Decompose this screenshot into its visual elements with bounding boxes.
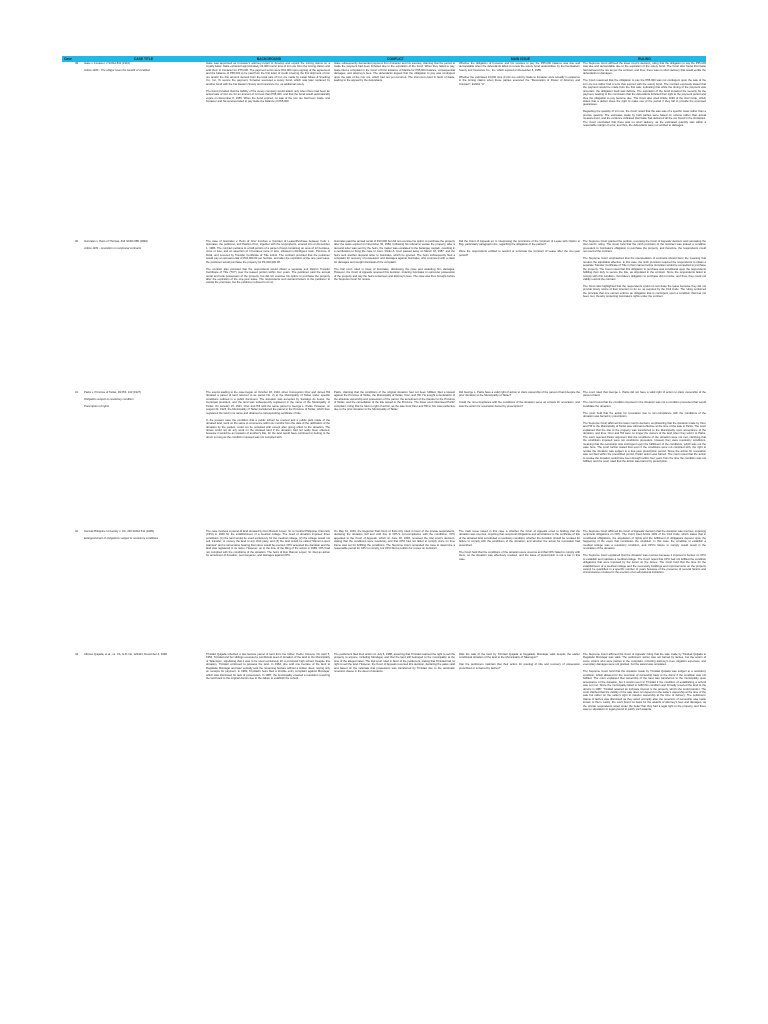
conflict-cell — [334, 62, 455, 86]
issue-paragraph: Whether the obligation of Fonacier and his sureties to pay the P65,000 balance was due and demandable when the defendants failed to renew the surety bond underwritten by the Far Eastern Surety and Insurance Co., Inc. which expired on December 8, 1955. — [459, 62, 580, 72]
ruling-paragraph: The Supreme Court held that the donation made by Trinidad Quijada was subject to a resolutory condition, which allowed for the reversion of ownership back to the donor if the condition was not fulfilled. The court explained that ownership of the land was transferred to the municipality upon acceptance of the donation, but it would revert to Trinidad if the condition of establishing a school was not met. Since the municipality failed to fulfill this condition and formally reverted the land to the donors in 1987, Trinidad retained an inchoate interest in the property, which she could transfer. The court clarified that the validity of the sale does not depend on the seller's ownership at the time of the sale but rather on the seller's right to transfer ownership at the time of delivery. The petitioners' claims of laches was dismissed as they acted promptly after the reversion of ownership was made known to them. Lastly, the court found no basis for the awards of attorney's fees and damages, as the private respondents acted under the belief that they had a legal right to the property, and there was no stipulation or legal ground to justify such awards. — [583, 670, 706, 712]
header-case-title: CASE TITLE — [133, 57, 154, 61]
background-paragraph: The contract also provided that the respondents would obtain a separate and distinct Transfer Certificate of Title (TCT) over the leased portion within four years. The petitioner paid the annual rental and took possession of the property, but did not exercise his option to purchase the property after the expiration of the one-year lease. The respondents sent demand letters to the petitioner to vacate the premises, but the petitioner refused to do so. — [206, 267, 330, 285]
case-note: Article 1180 - The obligor loses the benefit of condition — [84, 68, 151, 72]
ruling-cell — [583, 62, 706, 131]
conflict-paragraph: The trial court ruled in favor of Gonzales, dismissing the case and awarding him damages. However, the Court of Appeals reversed this decision, ordering Gonzales to surrender possession of the property and pay the heirs rental fees and attorney's fees. The case was then brought before the Supreme Court for review. — [334, 267, 455, 281]
main-issue-cell — [459, 530, 580, 565]
background-paragraph: The case of Gonzales v. Heirs of Cruz involves a Contract of Lease/Purchase between Felix L. Gonzales, the petitioner, and Paulino Cruz, together with the respondents, entered into on December 1, 1983. The contract pertains to a half-portion of a parcel of land containing an area of 12 hectares, more or less, and an assertion of 4 hectares more or less, situated in Rodriguez town, Province of Rizal, and covered by Transfer Certificate of Title 12111. The contract provided that the petitioner would pay an annual rental of P10,000.00 per hectare, and after the expiration of the one-year lease, the petitioner would purchase the property for P4,000,000.00. — [206, 240, 330, 264]
main-issue-cell — [459, 240, 580, 261]
ruling-cell — [583, 240, 706, 302]
ruling-paragraph: The Supreme Court affirmed the lower court's decision, emphasizing that the donation made by Cirer and Hill to the Municipality of Tarlac was valid and effective at the time of the sale to Parks. The court explained that the title to the property was transferred to the Municipality upon acceptance of the donation, and thus, Cirer and Hill were no longer the owners of the land when they sold it to Parks. The court rejected Parks' argument that the conditions of the donation were not met, clarifying that the conditions imposed were not conditions precedent. Instead, they were resolutory conditions, meaning that the ownership was contingent upon the fulfillment of the conditions, which was not the case here. The court further stated that even if the conditions were not complied with, the right to revoke the donation was subject to a four-year prescription period. Since the action for revocation was not filed within the prescribed period, Parks' action was barred. The court noted that the action to revoke the donation could have been brought within four years from the time the condition was not fulfilled, and the court ruled that the action was barred by prescription. — [583, 422, 706, 464]
case-number: 42 — [74, 530, 78, 533]
ruling-cell — [583, 391, 706, 467]
case-title: Parks v. Province of Tarlac, 49 Phil. 142 (1927) — [84, 391, 142, 394]
conflict-paragraph: Gaite subsequently demanded payment from Fonacier and his sureties, claiming that the period to make the payment had been forfeited due to the expiration of the bond. When they failed to pay, Gaite filed a complaint in the Court of First Instance of Manila for P65,000 balance, consequential damages, and attorney's fees. The defendants argued that the obligation to pay was contingent upon the sale of the iron ore, which had not yet occurred. The trial court ruled in favor of Gaite, leading to the appeal by the defendants. — [334, 62, 455, 83]
conflict-paragraph: On May 31, 1991, the Regional Trial Court of Iloilo City ruled in favor of the private respondents, declaring the donation null and void due to CPU's non-compliance with the conditions. CPU appealed to the Court of Appeals, which on June 18, 1993, reversed the trial court's decision, stating that the conditions were resolutory and that CPU had not failed to comply since no time frame was set for fulfilling the conditions. The Supreme Court remanded the case to determine a reasonable period for CPU to comply, but CPU filed a petition for review on certiorari. — [334, 530, 455, 551]
ruling-paragraph: The Court also highlighted that the respondents could not terminate the lease because they did not provide timely notice of their intention to do so, as required by the Civil Code. The ruling reinforced the principle that one cannot enforce an obligation that is contingent upon a condition that has not been met, thereby protecting Gonzales's rights under the contract. — [583, 284, 706, 299]
header-background: BACKGROUND — [256, 57, 282, 61]
background-cell — [206, 391, 330, 443]
ruling-cell — [583, 653, 706, 715]
background-cell — [206, 240, 330, 288]
background-paragraph: In the present case the condition that a public school be erected and a public park made of the donated land, work on the same to commence within six months from the date of the ratification of the donation by the parties, could not be complied with except after giving effect to the donation. The donee could not do any work on the donated land if the donation had not really been effected, because it would be an invasion of another's title, for the land would have continued to belong to the donor so long as the condition imposed was not complied with. — [206, 418, 330, 439]
background-paragraph: Gaite was appointed as Fonacier's attorney-in-fact to develop and exploit the mining claims on a royalty basis. Gaite extracted approximately 24,000 metric tons of iron ore from the mining claims and sold them to Fonacier for P75,000. The payment terms were P10,000 upon signing of the agreement and the balance of P65,000 to be paid from the first letter of credit covering the first shipment of iron ore and/or the first amount derived from the local sale of iron ore made by Larap Mines & Smelting Co., Inc. To secure the payment, Fonacier executed a surety bond, which was later replaced by another bond with the Far Eastern Surety and Insurance Co. as additional surety. — [206, 62, 330, 86]
case-note: Obligation subject to resolutory condition Prescription of rights — [84, 397, 134, 408]
main-issue-cell — [459, 391, 580, 412]
case-number: 43 — [74, 653, 78, 656]
ruling-paragraph: The Supreme Court affirmed the Court of Appeals' decision that the donation was onerous, imposing reciprocal obligations on CPU. The Court cited Article 1181 of the Civil Code, which states that in conditional obligations, the acquisition of rights and the fulfillment of obligations depend upon the happening of the event that constitutes the condition. In this case, the condition to establish a medical college was a resolutory condition, and CPU's failure to comply would result in the revocation of the donation. — [583, 530, 706, 551]
ruling-paragraph: The Supreme Court affirmed the lower court's decision, ruling that the obligation to pay the P65,000 was due and demandable due to the expiration of the surety bond. The Court also found that Gaite had delivered the ore as per the contract, and thus, there was no short delivery that would entitle the defendants to damages. — [583, 62, 706, 76]
ruling-paragraph: The court found that the condition imposed in the donation was not a condition precedent that would invalidate the donation. — [583, 401, 706, 408]
case-digest-table — [62, 56, 706, 712]
ruling-paragraph: The Supreme Court granted the petition, reversing the Court of Appeals' decision and reinstating the trial court's ruling. The Court held that the ninth provision of the Contract was indeed a condition precedent to Gonzales's obligation to purchase the property, and therefore, the respondents could not rescind the contract. — [583, 240, 706, 254]
issue-paragraph: The main issue raised in this case is whether the Court of Appeals erred in holding that the donation was onerous, requiring that reciprocal obligations and annotations in the certificate of title of the donated land constituted a resolutory condition; whether the donation should be revoked for failure to comply with the conditions of the donation; and whether the action for revocation had prescribed. — [459, 530, 580, 547]
case-number: 41 — [74, 391, 78, 394]
case-title-cell — [84, 240, 202, 250]
ruling-paragraph: The court ruled that George L. Parks did not have a valid right of action to claim ownership of the parcel of land. — [583, 391, 706, 398]
conflict-paragraph: The petitioners filed their action on July 5, 1988, asserting that Trinidad retained the right to sell the property to anyone, including Mondejar, and that the land still belonged to the municipality at the time of the alleged sales. The trial court ruled in favor of the petitioners, stating that Trinidad had no right to sell the land. However, the Court of Appeals reversed this decision, declaring the sales valid and based on the rationale that possession was transferred by Trinidad due to the automatic reversion clause in the deed of donation. — [334, 653, 455, 674]
header-case: Case — [64, 57, 72, 61]
case-number: 40 — [74, 240, 78, 243]
issue-paragraph: The Court held that the conditions of the donation were onerous and that CPU failed to comply with them, so the donation was effectively revoked, and the issue of prescription is not a bar in this case. — [459, 550, 580, 561]
case-title-cell — [84, 653, 202, 656]
case-title-cell — [84, 391, 202, 408]
issue-paragraph: Did George L. Parks have a valid right of action to claim ownership of the parcel of land despite the prior donation to the Municipality of Tarlac? — [459, 391, 580, 398]
case-note: Extinguishment of obligations subject to resolutory conditions — [84, 536, 159, 540]
issue-paragraph: Whether the estimated 24,000 tons of iron ore sold by Gaite to Fonacier were actually in existence in the mining claims when these parties executed the "Revocation of Power of Attorney and Contract", Exhibit "A". — [459, 75, 580, 86]
conflict-cell — [334, 530, 455, 554]
case-title-cell — [84, 530, 202, 540]
header-conflict: CONFLICT — [387, 57, 404, 61]
case-title-cell — [84, 62, 202, 72]
case-title: Gonzales v. Heirs of Thomas, 314 SCRA 585 (1999) — [84, 240, 148, 243]
ruling-paragraph: The Supreme Court affirmed the Court of Appeals' ruling that the sale made by Trinidad Quijada to Regalado Mondejar was valid. The petitioners' action was not barred by laches, but the action of some victims who were parties in the complaint, including attorney's fees, litigation expenses, and exemplary damages were not granted, but the award was reinstated. — [583, 653, 706, 667]
header-main-issue: MAIN ISSUE — [510, 57, 531, 61]
ruling-cell — [583, 530, 706, 578]
background-paragraph: The case involves a parcel of land donated by Don Ramon Lopez, Sr. to Central Philippine University (CPU) in 1939 for the establishment of a medical college. The deed of donation imposed three conditions: (1) the land would be used exclusively for the medical college, (2) the college would not sell, transfer, or convey the land to any third party, and (3) the land would be called "Ramon Lopez Campus" and a cornerstone bearing that name would be erected. CPU accepted the donation and the land was registered in its name. However, up to the time of the filing of the action in 1989, CPU had not complied with the conditions of the donation. The heirs of Don Ramon Lopez, Sr. filed an action for annulment of donation, reconveyance, and damages against CPU. — [206, 530, 330, 558]
ruling-paragraph: The Supreme Court emphasized that the interpretation of contracts should favor the meaning that renders the stipulation effective. In this case, the ninth provision required the respondents to obtain a separate Transfer Certificate of Title in their names before Gonzales would be compelled to purchase the property. The Court noted that this obligation to purchase was conditional upon the respondents fulfilling their duty to secure the title, as stipulated in the contract. Since the respondents failed to comply with this condition, Gonzales's obligation to purchase did not arise, and thus, they could not validly rescind the contract. — [583, 257, 706, 281]
issue-paragraph: Could the non-compliance with the conditions of the donation serve as a basis for revocation, and was the action for revocation barred by prescription? — [459, 401, 580, 408]
issue-paragraph: Can the petitioners maintain that their action for quieting of title and recovery of possession prescribed or is barred by laches? — [459, 663, 580, 670]
case-number: 39 — [74, 62, 78, 65]
case-note: Article 1181 - resolution on reciprocal contracts — [84, 246, 142, 250]
conflict-cell — [334, 240, 455, 285]
ruling-paragraph: The Court reasoned that the obligation to pay the P65,000 was not contingent upon the sale of the iron ore but rather had a term that expired with the surety bond. The contract expressly stated that the payment would be made from the first sale, indicating that while the timing of the payment was uncertain, the obligation itself was definite. The expiration of the bond impaired the security for the payment, leading to the conclusion that the defendants forfeited their right to the payment period and thus the obligation to pay became due. The Court also cited Article 1198 of the Civil Code, which states that a debtor loses the right to make use of the period if they fail to provide the promised guarantees. — [583, 79, 706, 107]
background-cell — [206, 62, 330, 107]
background-cell — [206, 653, 330, 684]
main-issue-cell — [459, 62, 580, 90]
ruling-paragraph: The Supreme Court explained that the donation was onerous because it imposed a burden on CPU to establish and maintain a medical college. The Court noted that CPU had not fulfilled the condition obligations that were imposed by the donor on the donee. The Court held that the time for the establishment of a medical college and the necessary buildings and improvements on the property cannot be quantified in a specific number of years because of the presence of several factors and circumstances involved in the erection of an educational institution. — [583, 554, 706, 575]
ruling-paragraph: The court held that the action for revocation due to non-compliance with the conditions of the donation was barred by prescription. — [583, 411, 706, 419]
main-issue-cell — [459, 653, 580, 674]
background-paragraph: Trinidad Quijada inherited a two-hectare parcel of land from her father, Pedro Corvera. On April 5, 1956, Trinidad and her siblings executed a conditional deed of donation of the land to the Municipality of Talacogon, stipulating that it was to be used exclusively for a provincial high school. Despite this donation, Trinidad continued to possess the land. In 1962, she sold one hectare of the land to Regalado Mondejar and later verbally sold the remaining hectare without a written deed, relying only on receipts for payment. In 1980, Trinidad's heirs filed a forcible entry complaint against Mondejar, which was dismissed for lack of prosecution. In 1987, the municipality enacted a resolution reverting the land back to the original donors due to the failure to establish the school. — [206, 653, 330, 681]
case-title: Gaite v. Fonacier, 2 SCRA 830 (1961) — [84, 62, 130, 65]
header-ruling: RULING — [638, 57, 651, 61]
conflict-cell — [334, 653, 455, 677]
case-title: Central Philippine University v. CA, 246 SCRA 511 (1995) — [84, 530, 154, 533]
issue-paragraph: Were the respondents entitled to rescind or terminate the Contract of Lease after the one-year period? — [459, 250, 580, 257]
conflict-cell — [334, 391, 455, 415]
conflict-paragraph: Parks, claiming that the conditions of the original donation had not been fulfilled, filed a lawsuit against the Province of Tarlac, the Municipality of Tarlac, Cirer, and Hill. He sought a declaration of the absolute ownership and possession of the parcel, the annulment of the transfer to the Province of Tarlac, and the cancellation of the title issued to the Province. The lower court dismissed Parks' complaint, ruling that he had no right of action, as the sale from Cirer and Hill to him was ineffective due to the prior donation to the Municipality of Tarlac. — [334, 391, 455, 412]
case-title: Alfonso Quijada, et al., vs. CA, G.R. No. 126444, December 4, 1998 — [84, 653, 167, 656]
background-paragraph: The bond provided that the liability of the surety company would attach only when there had been an actual sale of iron ore for an amount of not less than P65,000, and that the bond would automatically expire on December 8, 1955. When the bond expired, no sale of the iron ore had been made, and Fonacier and his sureties failed to pay Gaite the balance of P65,000. — [206, 89, 330, 103]
ruling-paragraph: Regarding the quantity of iron ore, the Court noted that the sale was of a specific mass rather than a precise quantity. The estimates made by both parties were based on volume rather than actual measurement, and the evidence indicated that Gaite had delivered all the ore found in the stockpiles. The Court concluded that there was no short delivery, as the estimated quantity was within a reasonable margin of error, and thus, the defendants were not entitled to damages. — [583, 110, 706, 128]
issue-paragraph: Did the Court of Appeals err in interpreting the provisions of the Contract of Lease with Option to Buy, particularly paragraph nine, regarding the obligation of the parties? — [459, 240, 580, 247]
background-paragraph: The events leading to the case began on October 18, 1910, when Concepcion Cirer and James Hill donated a parcel of land referred to as parcel No. 2) to the Municipality of Tarlac under specific conditions outlined in a public document. The donation was accepted by Santiago de Jesus, the municipal president, and the land was subsequently registered in the name of the Municipality of Tarlac. On January 15, 1921, Cirer and Hill sold the same parcel to George L. Parks. However, on August 24, 1923, the Municipality of Tarlac transferred the parcel to the Province of Tarlac, which then registered the land in its name and obtained a corresponding certificate of title. — [206, 391, 330, 415]
conflict-paragraph: Gonzales paid the annual rental of P10,000 but did not exercise his option to purchase the property after the lease expired on November 30, 1984. Following his refusal to vacate the property, after a demand letter was sent by the heirs, the matter was escalated to the barangay captain, resulting in a certification to bring the case to court. Paulo A. Cruz passed away on March 18, 1987, and the heirs sent another demand letter to Gonzales, which he ignored. The heirs subsequently filed a complaint for recovery of possession and damages against Gonzales, who countered with a claim for damages and sought dismissal of the complaint. — [334, 240, 455, 264]
issue-paragraph: Was the sale of the land by Trinidad Quijada to Regalado Mondejar valid despite the earlier conditional donation of the land to the Municipality of Talacogon? — [459, 653, 580, 660]
background-cell — [206, 530, 330, 561]
